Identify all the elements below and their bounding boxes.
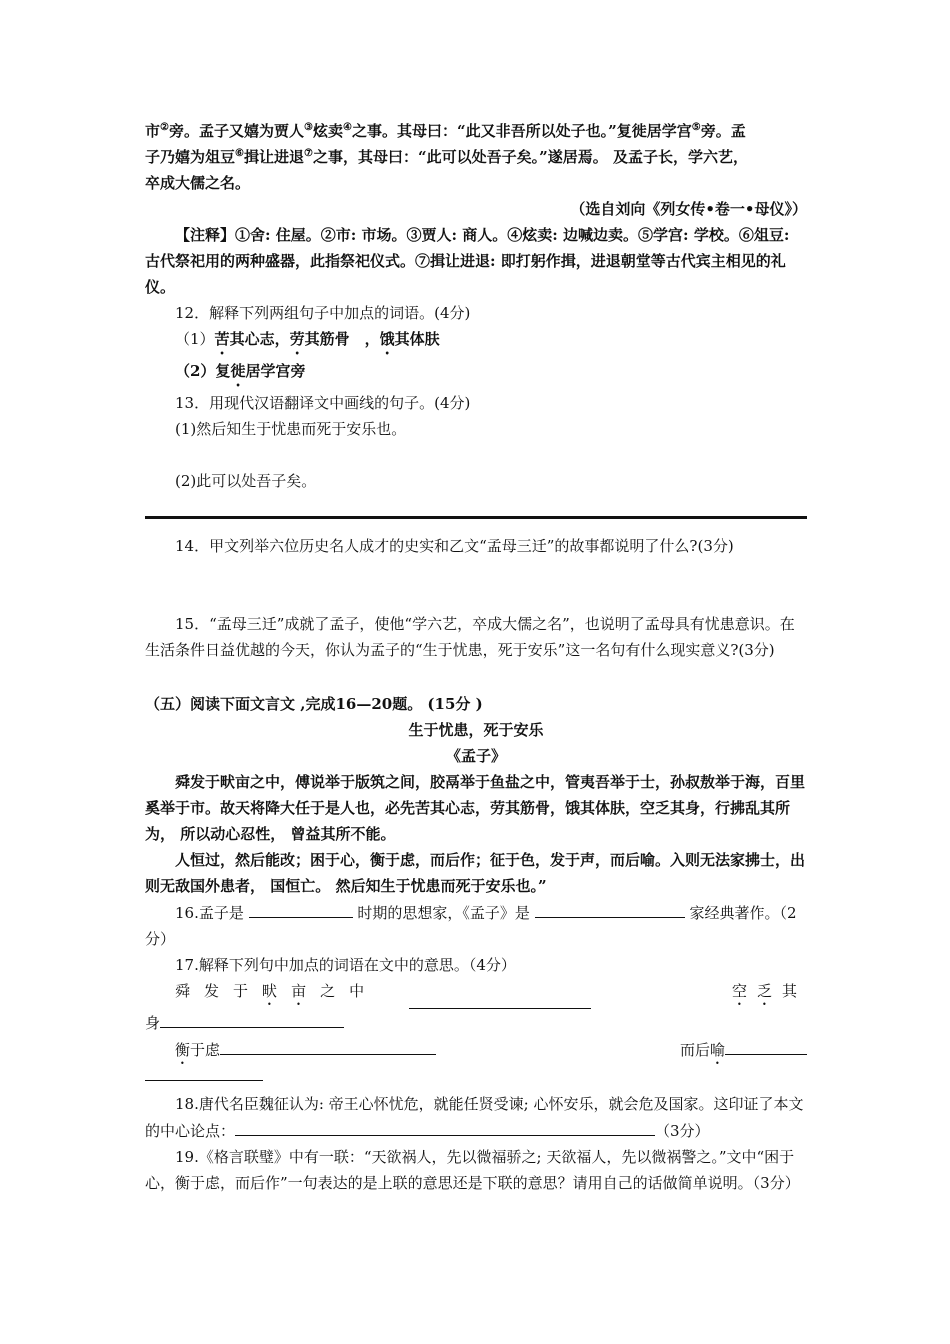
answer-blank[interactable] bbox=[235, 1117, 655, 1136]
dotted-word: 饿 bbox=[379, 330, 395, 348]
dotted-word: 衡 bbox=[175, 1041, 191, 1059]
answer-blank[interactable] bbox=[220, 1036, 436, 1055]
question-12-stem: 12．解释下列两组句子中加点的词语。(4分) bbox=[175, 304, 471, 322]
dotted-word: 喻 bbox=[709, 1041, 725, 1059]
passage-source: （选自刘向《列女传•卷一•母仪》） bbox=[570, 200, 807, 218]
answer-blank[interactable] bbox=[535, 899, 685, 918]
passage-line-3: 卒成大儒之名。 bbox=[145, 174, 251, 192]
question-17-row-1: 舜发于畎亩之中 空乏其 bbox=[145, 978, 807, 1009]
question-14-stem: 14．甲文列举六位历史名人成才的史实和乙文“孟母三迁”的故事都说明了什么?(3分) bbox=[175, 537, 734, 555]
question-12-item-2: （2）复徙居学宫旁 bbox=[175, 362, 306, 380]
section-5-heading: （五）阅读下面文言文 ,完成16—20题。 (15分 ) bbox=[145, 695, 483, 713]
answer-blank[interactable] bbox=[725, 1036, 807, 1055]
divider-line bbox=[145, 516, 807, 519]
dotted-word: 乏 bbox=[756, 982, 782, 1000]
question-13-item-2: (2)此可以处吾子矣。 bbox=[175, 472, 317, 490]
dotted-word: 畎 bbox=[262, 982, 292, 1000]
passage-line-2: 子乃嬉为俎豆⑥揖让进退⑦之事，其母曰：“此可以处吾子矣。”遂居焉。 及孟子长，学六艺， bbox=[145, 148, 748, 166]
question-16: 16.孟子是 时期的思想家，《孟子》是 家经典著作。（2分） bbox=[145, 899, 807, 952]
question-17-row-2: 身 bbox=[145, 1009, 807, 1036]
exam-page bbox=[145, 118, 807, 1196]
article-title: 生于忧患，死于安乐 bbox=[408, 721, 544, 739]
question-13-stem: 13．用现代汉语翻译文中画线的句子。(4分) bbox=[175, 394, 471, 412]
question-12-item-1: （1）苦其心志，劳其筋骨 ，饿其体肤 bbox=[175, 330, 440, 348]
dotted-word: 劳 bbox=[289, 330, 305, 348]
answer-blank[interactable] bbox=[249, 899, 353, 918]
question-18: 18.唐代名臣魏征认为: 帝王心怀忧危，就能任贤受谏; 心怀安乐，就会危及国家。这印证了本文的中心论点： （3分） bbox=[145, 1095, 804, 1140]
question-15-stem: 15．“孟母三迁”成就了孟子，使他“学六艺，卒成大儒之名”，也说明了孟母具有忧患意识。在生活条件日益优越的今天，你认为孟子的“生于忧患，死于安乐”这一名句有什么现实意义?(3分) bbox=[145, 615, 795, 659]
article-author: 《孟子》 bbox=[445, 747, 506, 765]
question-17-stem: 17.解释下列句中加点的词语在文中的意思。（4分） bbox=[175, 956, 516, 974]
dotted-word: 空 bbox=[731, 982, 757, 1000]
question-19: 19.《格言联璧》中有一联：“天欲祸人，先以微福骄之; 天欲福人，先以微祸警之。”文中“困于心，衡于虑，而后作”一句表达的是上联的意思还是下联的意思？请用自己的话做简单说明。（3分） bbox=[145, 1148, 800, 1192]
answer-blank[interactable] bbox=[409, 990, 591, 1009]
answer-blank[interactable] bbox=[160, 1009, 344, 1028]
passage-notes: 【注释】①舍: 住屋。②市: 市场。③贾人: 商人。④炫卖: 边喊边卖。⑤学宫: 学校。⑥俎豆: 古代祭祀用的两种盛器，此指祭祀仪式。⑦揖让进退: 即打躬作揖，进退朝堂等古代宾主相见的礼仪。 bbox=[145, 226, 790, 296]
dotted-word: 徙 bbox=[230, 362, 246, 380]
dotted-word: 亩 bbox=[291, 982, 321, 1000]
answer-blank[interactable] bbox=[145, 1068, 263, 1081]
passage-line-1: 市②旁。孟子又嬉为贾人③炫卖④之事。其母曰：“此又非吾所以处子也。”复徙居学宫⑤旁。孟 bbox=[145, 122, 746, 140]
dotted-word: 苦 bbox=[214, 330, 230, 348]
article-paragraph-2: 人恒过，然后能改；困于心，衡于虑，而后作；征于色，发于声，而后喻。入则无法家拂士，出则无敌国外患者， 国恒亡。 然后知生于忧患而死于安乐也。” bbox=[145, 851, 806, 895]
question-13-item-1: (1)然后知生于忧患而死于安乐也。 bbox=[175, 420, 407, 438]
question-17-row-3: 衡于虑 而后喻 bbox=[145, 1036, 807, 1068]
article-paragraph-1: 舜发于畎亩之中，傅说举于版筑之间，胶鬲举于鱼盐之中，管夷吾举于士，孙叔敖举于海，百里奚举于市。故天将降大任于是人也，必先苦其心志，劳其筋骨，饿其体肤，空乏其身，行拂乱其所为， 所以动心忍性， 曾益其所不能。 bbox=[145, 773, 806, 843]
